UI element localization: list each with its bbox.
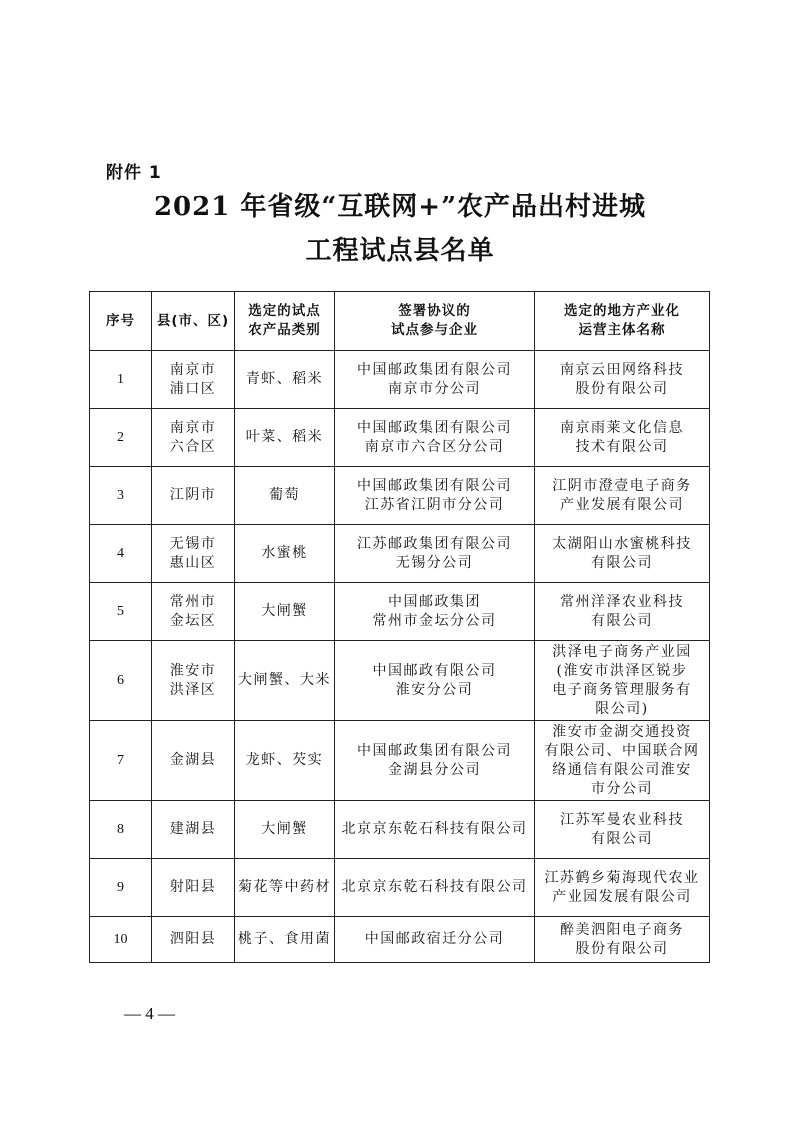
serial-number-cell: 6: [90, 641, 152, 721]
operator-text-line: 产业园发展有限公司: [552, 888, 692, 905]
header-operator-line: 选定的地方产业化: [564, 303, 680, 319]
header-operator: [535, 292, 710, 351]
enterprise-text-line: 北京京东乾石科技有限公司: [341, 879, 528, 895]
operator-text-line: 技术有限公司: [575, 438, 669, 455]
operator-cell: [535, 721, 710, 801]
operator-cell: [535, 801, 710, 859]
enterprise-cell: [335, 641, 535, 721]
serial-number-cell: 3: [90, 467, 152, 525]
operator-text-line: 洪泽电子商务产业园: [552, 643, 692, 660]
product-text-line: 水蜜桃: [261, 545, 308, 561]
enterprise-cell: [335, 525, 535, 583]
county-text-line: 南京市: [169, 361, 217, 378]
product-text-line: 大闸蟹: [261, 603, 308, 619]
enterprise-cell: [335, 467, 535, 525]
operator-text-line: 南京云田网络科技: [560, 361, 684, 378]
county-text-line: 射阳县: [169, 879, 217, 895]
county-text-line: 南京市: [169, 419, 217, 436]
county-cell: [152, 721, 235, 801]
serial-number-cell: 9: [90, 859, 152, 917]
county-text-line: 泗阳县: [169, 931, 217, 947]
header-operator-line: 运营主体名称: [578, 322, 666, 338]
product-cell: [235, 859, 335, 917]
enterprise-text-line: 无锡分公司: [395, 554, 474, 571]
header-enterprise-line: 试点参与企业: [391, 322, 478, 338]
table-row: [90, 641, 710, 721]
operator-cell: [535, 351, 710, 409]
table-row: [90, 721, 710, 801]
enterprise-text-line: 常州市金坛分公司: [372, 612, 497, 629]
operator-text-line: 江阴市澄壹电子商务: [552, 477, 692, 494]
enterprise-text-line: 江苏省江阴市分公司: [364, 496, 505, 513]
product-text-line: 龙虾、芡实: [245, 752, 324, 768]
enterprise-text-line: 中国邮政集团: [388, 593, 481, 610]
county-cell: [152, 917, 235, 963]
operator-text-line: 太湖阳山水蜜桃科技: [552, 535, 692, 552]
header-product-line: 选定的试点: [248, 303, 321, 319]
enterprise-cell: [335, 859, 535, 917]
enterprise-text-line: 中国邮政集团有限公司: [357, 361, 512, 378]
attachment-label: 附件 1: [106, 163, 162, 183]
table-row: [90, 409, 710, 467]
enterprise-text-line: 中国邮政宿迁分公司: [364, 931, 505, 947]
operator-text-line: 络通信有限公司淮安: [552, 761, 692, 778]
serial-number-cell: 8: [90, 801, 152, 859]
table-row: [90, 859, 710, 917]
header-county: [152, 292, 235, 351]
product-text-line: 大闸蟹、大米: [238, 672, 331, 688]
table-row: [90, 525, 710, 583]
enterprise-cell: [335, 583, 535, 641]
county-text-line: 无锡市: [169, 535, 217, 552]
county-text-line: 金坛区: [169, 612, 217, 629]
table-row: [90, 467, 710, 525]
serial-number-cell: 5: [90, 583, 152, 641]
table-row: [90, 801, 710, 859]
enterprise-text-line: 中国邮政有限公司: [372, 662, 497, 679]
enterprise-text-line: 南京市六合区分公司: [364, 438, 505, 455]
pilot-county-table: [89, 291, 710, 963]
operator-cell: [535, 859, 710, 917]
enterprise-text-line: 南京市分公司: [388, 380, 481, 397]
county-text-line: 惠山区: [169, 554, 217, 571]
county-text-line: 浦口区: [169, 380, 217, 397]
header-enterprise-line: 签署协议的: [398, 303, 471, 319]
serial-number-cell: 10: [90, 917, 152, 963]
product-text-line: 叶菜、稻米: [245, 429, 324, 445]
product-text-line: 桃子、食用菌: [238, 931, 331, 947]
operator-cell: [535, 525, 710, 583]
county-cell: [152, 859, 235, 917]
header-county-line: 县(市、区): [156, 312, 230, 329]
product-text-line: 菊花等中药材: [238, 879, 331, 895]
operator-text-line: 股份有限公司: [575, 380, 669, 397]
table-row: [90, 917, 710, 963]
header-serial-line: 序号: [106, 312, 135, 329]
product-cell: [235, 467, 335, 525]
county-text-line: 江阴市: [169, 487, 217, 503]
operator-cell: [535, 409, 710, 467]
enterprise-text-line: 中国邮政集团有限公司: [357, 742, 512, 759]
county-text-line: 金湖县: [169, 752, 217, 768]
enterprise-text-line: 金湖县分公司: [388, 761, 481, 778]
product-text-line: 大闸蟹: [261, 821, 308, 837]
table-header-row: [90, 292, 710, 351]
enterprise-cell: [335, 721, 535, 801]
operator-text-line: 醉美泗阳电子商务: [560, 921, 684, 938]
county-cell: [152, 525, 235, 583]
operator-text-line: 有限公司: [591, 554, 653, 571]
operator-text-line: 电子商务管理服务有: [552, 681, 692, 698]
operator-text-line: 市分公司: [591, 780, 653, 797]
county-text-line: 淮安市: [169, 662, 217, 679]
enterprise-text-line: 北京京东乾石科技有限公司: [341, 821, 528, 837]
serial-number-cell: 4: [90, 525, 152, 583]
county-text-line: 建湖县: [169, 821, 217, 837]
enterprise-cell: [335, 351, 535, 409]
county-cell: [152, 351, 235, 409]
county-cell: [152, 641, 235, 721]
product-cell: [235, 641, 335, 721]
operator-cell: [535, 917, 710, 963]
enterprise-text-line: 中国邮政集团有限公司: [357, 477, 512, 494]
product-cell: [235, 583, 335, 641]
operator-text-line: 南京雨莱文化信息: [560, 419, 684, 436]
county-text-line: 常州市: [169, 593, 217, 610]
county-cell: [152, 409, 235, 467]
product-text-line: 葡萄: [269, 487, 300, 503]
header-enterprise: [335, 292, 535, 351]
enterprise-cell: [335, 917, 535, 963]
county-cell: [152, 467, 235, 525]
header-product: [235, 292, 335, 351]
enterprise-cell: [335, 409, 535, 467]
table-row: [90, 583, 710, 641]
product-cell: [235, 801, 335, 859]
operator-text-line: 江苏鹤乡菊海现代农业: [544, 869, 700, 886]
operator-cell: [535, 467, 710, 525]
operator-text-line: 淮安市金湖交通投资: [552, 723, 692, 740]
operator-text-line: 产业发展有限公司: [560, 496, 684, 513]
document-title-line-2: 工程试点县名单: [305, 236, 495, 266]
operator-text-line: 有限公司: [591, 612, 653, 629]
enterprise-text-line: 中国邮政集团有限公司: [357, 419, 512, 436]
header-product-line: 农产品类别: [248, 322, 321, 338]
serial-number-cell: 2: [90, 409, 152, 467]
operator-text-line: 江苏军曼农业科技: [560, 811, 684, 828]
operator-text-line: 常州洋泽农业科技: [560, 593, 684, 610]
operator-cell: [535, 583, 710, 641]
county-cell: [152, 801, 235, 859]
enterprise-cell: [335, 801, 535, 859]
county-text-line: 六合区: [169, 438, 217, 455]
document-title-line-1: 2021 年省级“互联网+”农产品出村进城: [153, 192, 647, 222]
county-text-line: 洪泽区: [169, 681, 217, 698]
enterprise-text-line: 淮安分公司: [395, 681, 474, 698]
product-cell: [235, 917, 335, 963]
operator-text-line: 有限公司、中国联合网: [544, 742, 700, 759]
table-row: [90, 351, 710, 409]
operator-text-line: 有限公司: [591, 830, 653, 847]
operator-text-line: 股份有限公司: [575, 940, 669, 957]
product-text-line: 青虾、稻米: [245, 371, 324, 387]
product-cell: [235, 721, 335, 801]
enterprise-text-line: 江苏邮政集团有限公司: [357, 535, 512, 552]
product-cell: [235, 409, 335, 467]
county-cell: [152, 583, 235, 641]
product-cell: [235, 351, 335, 409]
page-number: — 4 —: [124, 1004, 175, 1023]
serial-number-cell: 1: [90, 351, 152, 409]
operator-text-line: 限公司): [595, 700, 649, 717]
operator-text-line: (淮安市洪泽区锐步: [556, 662, 688, 679]
header-serial: [90, 292, 152, 351]
product-cell: [235, 525, 335, 583]
serial-number-cell: 7: [90, 721, 152, 801]
operator-cell: [535, 641, 710, 721]
